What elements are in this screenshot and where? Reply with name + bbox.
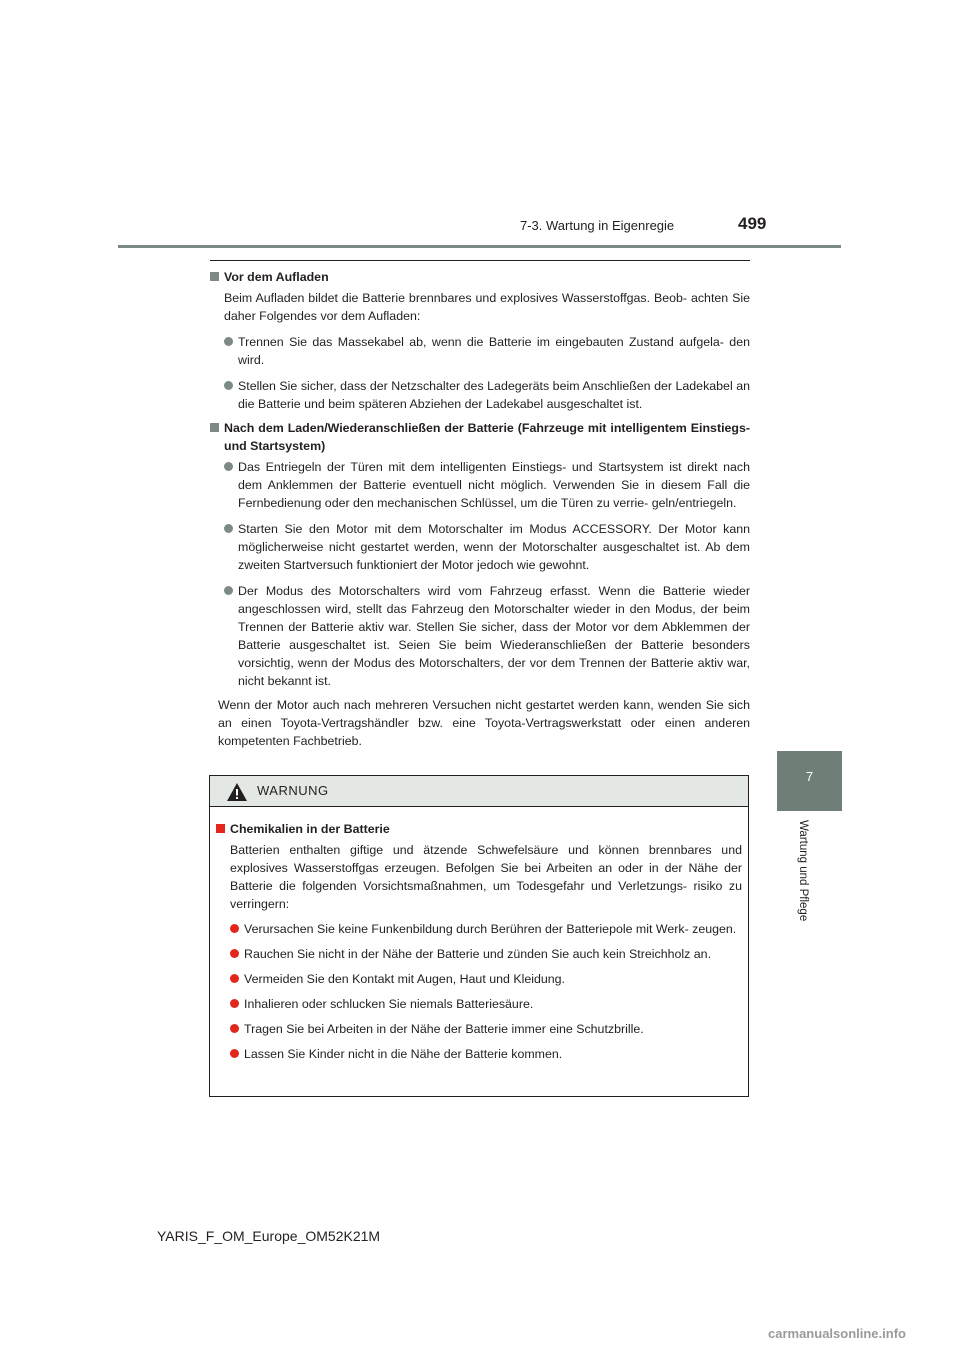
list-item — [216, 1020, 742, 1038]
section-heading-text: Vor dem Aufladen — [224, 270, 329, 284]
list-item-text: Stellen Sie sicher, dass der Netzschalter des Ladegeräts beim Anschließen der Ladekabel an die Batterie und beim späteren Abziehen der Ladekabel ausgeschaltet ist. — [238, 379, 750, 411]
warning-box — [209, 775, 749, 1097]
list-item-text: Tragen Sie bei Arbeiten in der Nähe der Batterie immer eine Schutzbrille. — [244, 1022, 644, 1036]
watermark: carmanualsonline.info — [768, 1326, 906, 1341]
warning-title: WARNUNG — [257, 783, 329, 798]
section-header: 7-3. Wartung in Eigenregie — [520, 218, 675, 233]
circle-bullet-icon — [224, 462, 233, 471]
list-item-text: Rauchen Sie nicht in der Nähe der Batterie und zünden Sie auch kein Streichholz an. — [244, 947, 712, 961]
list-item — [216, 995, 742, 1013]
content-top-rule — [210, 260, 750, 261]
list-item — [216, 970, 742, 988]
square-bullet-icon — [210, 272, 219, 281]
list-item-text: Das Entriegeln der Türen mit dem intelligenten Einstiegs- und Startsystem ist direkt nach dem Anklemmen der Batterie eventuell nicht möglich. Verwenden Sie in diesem Fall die Fernbedienung oder den mechanischen Schlüssel, um die Türen zu verrie- geln/entriegeln. — [238, 460, 750, 510]
list-item — [210, 333, 750, 369]
section-heading — [210, 419, 750, 455]
warning-triangle-icon — [226, 782, 248, 802]
list-item — [216, 1045, 742, 1063]
circle-bullet-icon — [230, 924, 239, 933]
circle-bullet-icon — [224, 524, 233, 533]
list-item — [216, 945, 742, 963]
section-heading — [210, 268, 750, 286]
section-intro: Beim Aufladen bildet die Batterie brennbares und explosives Wasserstoffgas. Beob- achten Sie daher Folgendes vor dem Aufladen: — [224, 291, 750, 323]
chapter-title: Wartung und Pflege — [797, 820, 809, 922]
circle-bullet-icon — [224, 381, 233, 390]
warning-header — [210, 776, 748, 807]
warning-heading-text: Chemikalien in der Batterie — [230, 822, 390, 836]
chapter-tab — [777, 751, 842, 810]
list-item-text: Lassen Sie Kinder nicht in die Nähe der Batterie kommen. — [244, 1047, 563, 1061]
list-item-text: Der Modus des Motorschalters wird vom Fahrzeug erfasst. Wenn die Batterie wieder angeschlossen wird, stellt das Fahrzeug den Motorschalter wieder in den Modus, der beim Trennen der Batterie aktiv war. Stellen Sie sicher, dass der Motor vor dem Abklemmen der Batterie ausgeschaltet ist. Seien Sie beim Wiederanschließen der Batterie besonders vorsichtig, wenn der Modus des Motorschalters, der vor dem Trennen der Batterie aktiv war, nicht bekannt ist. — [238, 584, 750, 688]
chapter-tab-rule — [777, 810, 842, 811]
warning-body — [216, 820, 742, 1063]
circle-bullet-icon — [224, 337, 233, 346]
section-heading-text: Nach dem Laden/Wiederanschließen der Batterie (Fahrzeuge mit intelligentem Einstiegs- und Startsystem) — [224, 421, 750, 453]
list-item — [216, 920, 742, 938]
circle-bullet-icon — [230, 999, 239, 1008]
list-item — [210, 582, 750, 690]
list-item-text: Verursachen Sie keine Funkenbildung durch Berühren der Batteriepole mit Werk- zeugen. — [244, 922, 737, 936]
list-item — [210, 520, 750, 574]
circle-bullet-icon — [230, 1024, 239, 1033]
list-item-text: Vermeiden Sie den Kontakt mit Augen, Haut und Kleidung. — [244, 972, 565, 986]
circle-bullet-icon — [230, 974, 239, 983]
warning-heading — [216, 820, 742, 838]
warning-intro: Batterien enthalten giftige und ätzende Schwefelsäure und können brennbares und explosives Wasserstoffgas erzeugen. Befolgen Sie bei Arbeiten an oder in der Nähe der Batterie die folgenden Vorsichtsmaßnahmen, um Todesgefahr und Verletzungs- risiko zu verringern: — [230, 843, 742, 911]
main-content — [210, 268, 750, 750]
circle-bullet-icon — [230, 949, 239, 958]
list-item — [210, 377, 750, 413]
square-bullet-icon — [210, 423, 219, 432]
page-number: 499 — [738, 214, 767, 233]
circle-bullet-icon — [230, 1049, 239, 1058]
list-item — [210, 458, 750, 512]
header-divider — [118, 245, 841, 248]
chapter-number: 7 — [805, 769, 814, 784]
list-item-text: Starten Sie den Motor mit dem Motorschalter im Modus ACCESSORY. Der Motor kann möglicherweise nicht gestartet werden, wenn der Motorschalter ausgeschaltet ist. Ab dem zweiten Startversuch funktioniert der Motor jedoch wie gewohnt. — [238, 522, 750, 572]
square-bullet-icon — [216, 824, 225, 833]
list-item-text: Inhalieren oder schlucken Sie niemals Batteriesäure. — [244, 997, 534, 1011]
closing-paragraph: Wenn der Motor auch nach mehreren Versuchen nicht gestartet werden kann, wenden Sie sich an einen Toyota-Vertragshändler bzw. eine Toyota-Vertragswerkstatt oder einen anderen kompetenten Fachbetrieb. — [218, 698, 750, 748]
list-item-text: Trennen Sie das Massekabel ab, wenn die Batterie im eingebauten Zustand aufgela- den wird. — [238, 335, 750, 367]
footer-code: YARIS_F_OM_Europe_OM52K21M — [157, 1228, 381, 1244]
circle-bullet-icon — [224, 586, 233, 595]
